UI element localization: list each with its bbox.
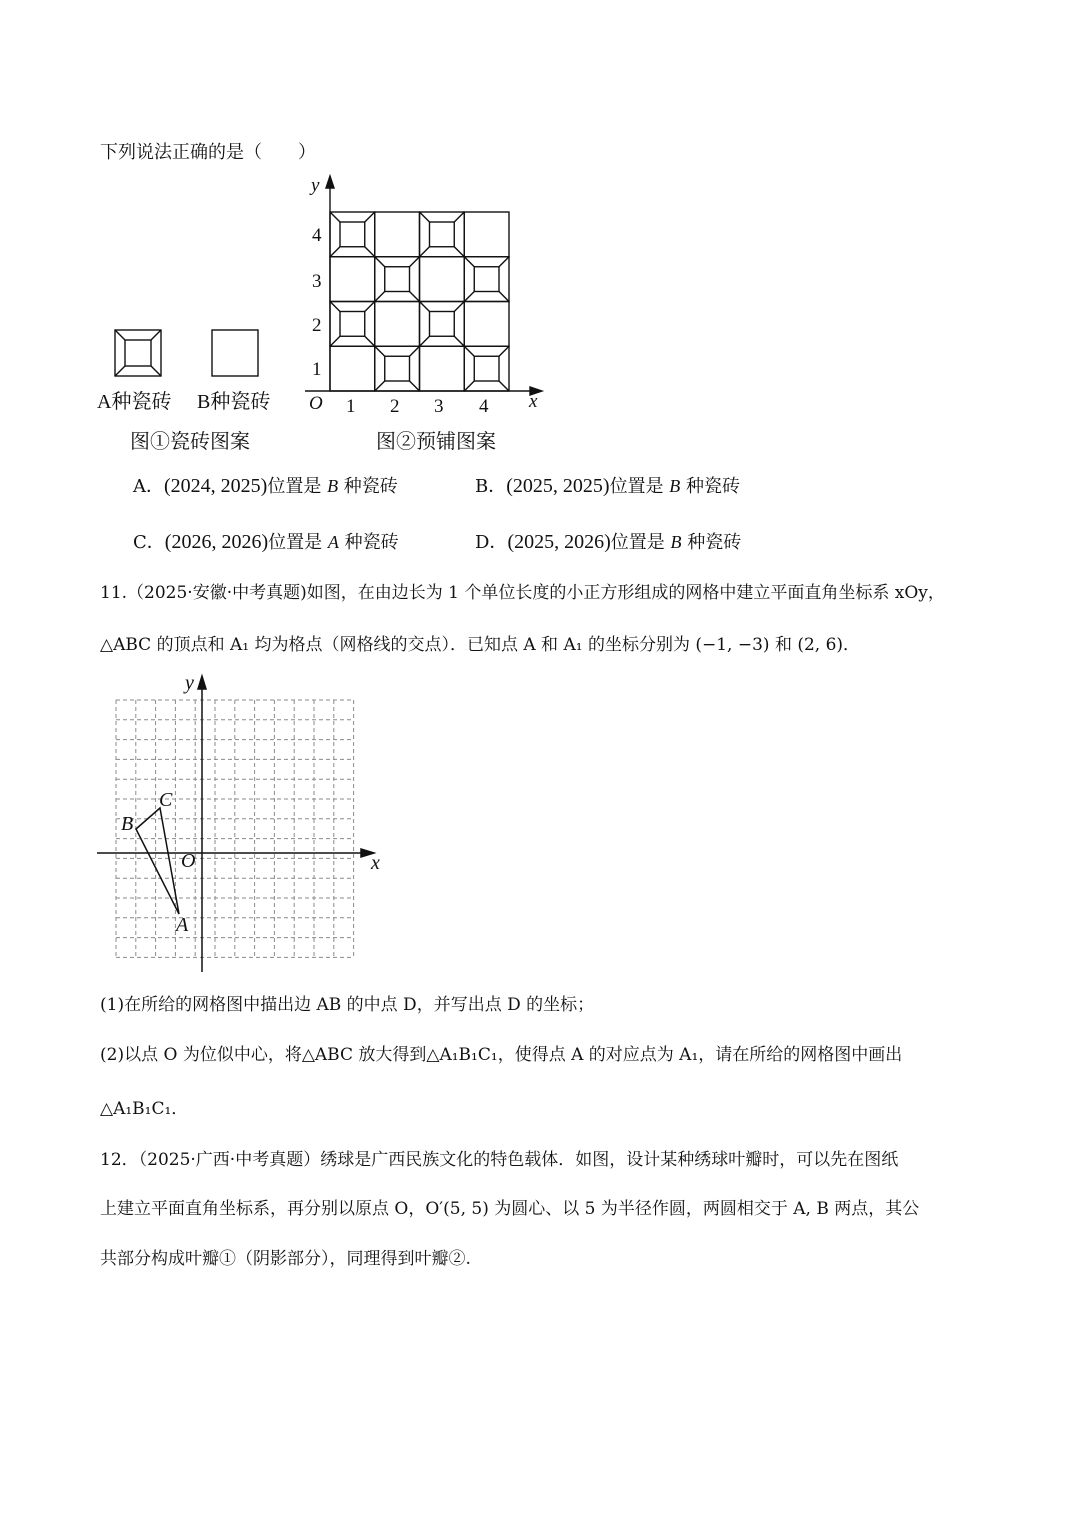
- x-tick: 1: [346, 396, 356, 417]
- option-letter: B．: [475, 476, 507, 497]
- axis-x-label: x: [529, 391, 538, 412]
- axis-x-label: x: [371, 852, 380, 874]
- option-letter: D．: [475, 532, 508, 553]
- y-tick: 1: [312, 359, 322, 380]
- q12-line-2: 上建立平面直角坐标系，再分别以原点 O，O′(5, 5) 为圆心、以 5 为半径作圆，两圆相交于 A, B 两点，其公: [100, 1199, 920, 1219]
- option-coord: (2024, 2025): [164, 475, 268, 497]
- option-text: 种瓷砖: [680, 476, 741, 497]
- option-text: 位置是: [609, 476, 670, 497]
- option-letter: C．: [133, 532, 165, 553]
- q11-part-2-line-2: △A₁B₁C₁．: [100, 1099, 189, 1119]
- q11-part-2-line-1: (2)以点 O 为位似中心，将△ABC 放大得到△A₁B₁C₁，使得点 A 的对应点为 A₁，请在所给的网格图中画出: [100, 1045, 903, 1065]
- y-tick: 3: [312, 271, 322, 292]
- option-text: 种瓷砖: [338, 532, 399, 553]
- vertex-a-label: A: [176, 914, 189, 936]
- question-intro: 下列说法正确的是（ ）: [100, 142, 316, 163]
- origin-label: O: [309, 393, 323, 414]
- vertex-b-label: B: [121, 813, 134, 835]
- option-tile: A: [327, 532, 339, 552]
- option-text: 种瓷砖: [338, 476, 398, 497]
- option-tile: B: [327, 476, 339, 496]
- y-tick: 2: [312, 315, 322, 336]
- q12-line-3: 共部分构成叶瓣①（阴影部分），同理得到叶瓣②.: [100, 1249, 471, 1269]
- option-text: 位置是: [267, 476, 328, 497]
- option-text: 位置是: [610, 532, 671, 553]
- axis-y-label: y: [311, 175, 320, 196]
- dashed-grid: [116, 700, 354, 957]
- caption-figure-1: 图①瓷砖图案: [130, 431, 250, 453]
- q11-line-2: △ABC 的顶点和 A₁ 均为格点（网格线的交点）．已知点 A 和 A₁ 的坐标分别为 (−1, −3) 和 (2, 6)．: [100, 635, 861, 655]
- option-coord: (2025, 2025): [506, 475, 610, 497]
- vertex-c-label: C: [159, 789, 173, 811]
- origin-label: O: [181, 850, 196, 872]
- option-tile: B: [669, 476, 681, 496]
- option-tile: B: [670, 532, 682, 552]
- axis-y-label: y: [185, 672, 194, 694]
- option-letter: A．: [133, 476, 164, 497]
- option-text: 种瓷砖: [681, 532, 742, 553]
- x-tick: 4: [479, 396, 489, 417]
- option-coord: (2025, 2026): [507, 531, 611, 553]
- option-text: 位置是: [268, 532, 328, 553]
- x-tick: 2: [390, 396, 400, 417]
- tile-b-label: B种瓷砖: [197, 391, 271, 413]
- tile-a-label: A种瓷砖: [97, 391, 172, 413]
- q11-line-1: 11.（2025·安徽·中考真题)如图，在由边长为 1 个单位长度的小正方形组成的网格中建立平面直角坐标系 xOy，: [100, 583, 945, 603]
- q11-part-1: (1)在所给的网格图中描出边 AB 的中点 D，并写出点 D 的坐标；: [100, 995, 595, 1015]
- x-tick: 3: [434, 396, 444, 417]
- y-axis-arrow: [198, 676, 206, 689]
- caption-figure-2: 图②预铺图案: [376, 431, 496, 453]
- y-tick: 4: [312, 225, 322, 246]
- q12-line-1: 12．（2025·广西·中考真题）绣球是广西民族文化的特色载体．如图，设计某种绣球叶瓣时，可以先在图纸: [100, 1150, 899, 1170]
- option-coord: (2026, 2026): [164, 531, 269, 553]
